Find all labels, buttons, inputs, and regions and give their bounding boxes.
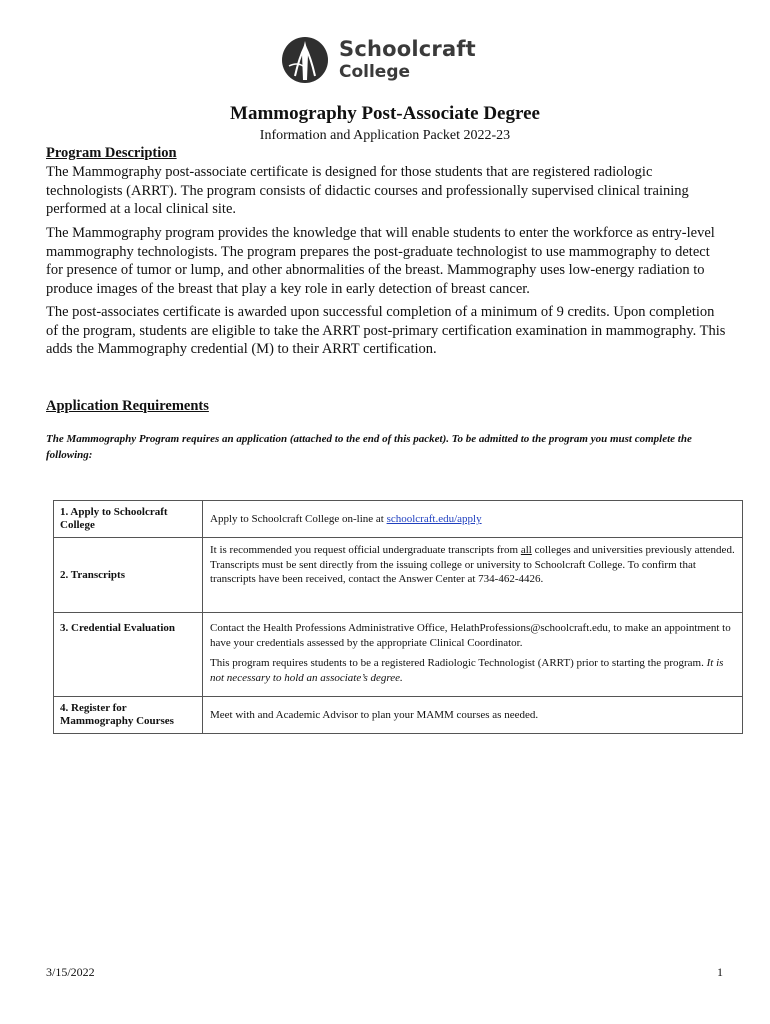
step-text: colleges and universities previously attended. Transcripts must be sent directly from the issuing college or university to Schoolcraft College. To confirm that transcripts have been received, contact the Answer Center at 734-462-4426.: [210, 544, 735, 585]
program-description-heading: Program Description: [46, 145, 177, 161]
step-detail: [203, 538, 743, 613]
step-text: It is recommended you request official undergraduate transcripts from: [210, 544, 521, 556]
program-paragraph-2: The Mammography program provides the knowledge that will enable students to enter the workforce as entry-level mammography technologists. The program prepares the post-graduate technologist to use mammography to detect for presence of tumor or lump, and other abnormalities of the breast. Mammography uses low-energy radiation to produce images of the breast that play a key role in early detection of breast cancer.: [46, 225, 715, 297]
step-detail: [203, 501, 743, 538]
table-row: [54, 697, 743, 734]
logo-subname: College: [339, 62, 411, 82]
page-title: Mammography Post-Associate Degree: [230, 103, 540, 124]
apply-link[interactable]: schoolcraft.edu/apply: [386, 512, 482, 525]
step-text-italic: It is not necessary to hold an associate’s degree.: [210, 657, 724, 684]
step-text: This program requires students to be a registered Radiologic Technologist (ARRT) prior to starting the program.: [210, 657, 707, 669]
step-label: 3. Credential Evaluation: [54, 613, 203, 697]
step-label: 4. Register for Mammography Courses: [54, 697, 203, 734]
application-requirements-heading: Application Requirements: [46, 398, 209, 414]
step-detail: Meet with and Academic Advisor to plan your MAMM courses as needed.: [203, 697, 743, 734]
step-text-block: [210, 656, 735, 685]
step-text-underlined: all: [520, 544, 532, 556]
college-logo: [281, 36, 491, 86]
program-paragraph-1: The Mammography post-associate certificate is designed for those students that are registered radiologic technologists (ARRT). The program consists of didactic courses and professionally supervised clinical training performed at a local clinical site.: [46, 164, 689, 217]
step-text: Contact the Health Professions Administrative Office, HelathProfessions@schoolcraft.edu, to make an appointment to have your credentials assessed by the appropriate Clinical Coordinator.: [210, 622, 731, 649]
footer-date: 3/15/2022: [46, 965, 95, 979]
requirements-table: [53, 500, 743, 734]
program-paragraph-3: The post-associates certificate is awarded upon successful completion of a minimum of 9 credits. Upon completion of the program, students are eligible to take the ARRT post-primary certification examination in mammography. This adds the Mammography credential (M) to their ARRT certification.: [46, 304, 726, 357]
table-row: [54, 501, 743, 538]
table-row: [54, 538, 743, 613]
college-emblem-icon: [281, 36, 329, 84]
step-label: 1. Apply to Schoolcraft College: [54, 501, 203, 538]
step-detail: [203, 613, 743, 697]
page-subtitle: Information and Application Packet 2022-23: [259, 128, 511, 143]
table-row: [54, 613, 743, 697]
step-label: 2. Transcripts: [54, 538, 203, 613]
page-number: 1: [717, 965, 723, 979]
logo-name: Schoolcraft: [339, 37, 476, 61]
requirements-intro: The Mammography Program requires an application (attached to the end of this packet). To be admitted to the program you must complete the following:: [46, 433, 692, 461]
step-text: Apply to Schoolcraft College on-line at: [210, 512, 387, 525]
